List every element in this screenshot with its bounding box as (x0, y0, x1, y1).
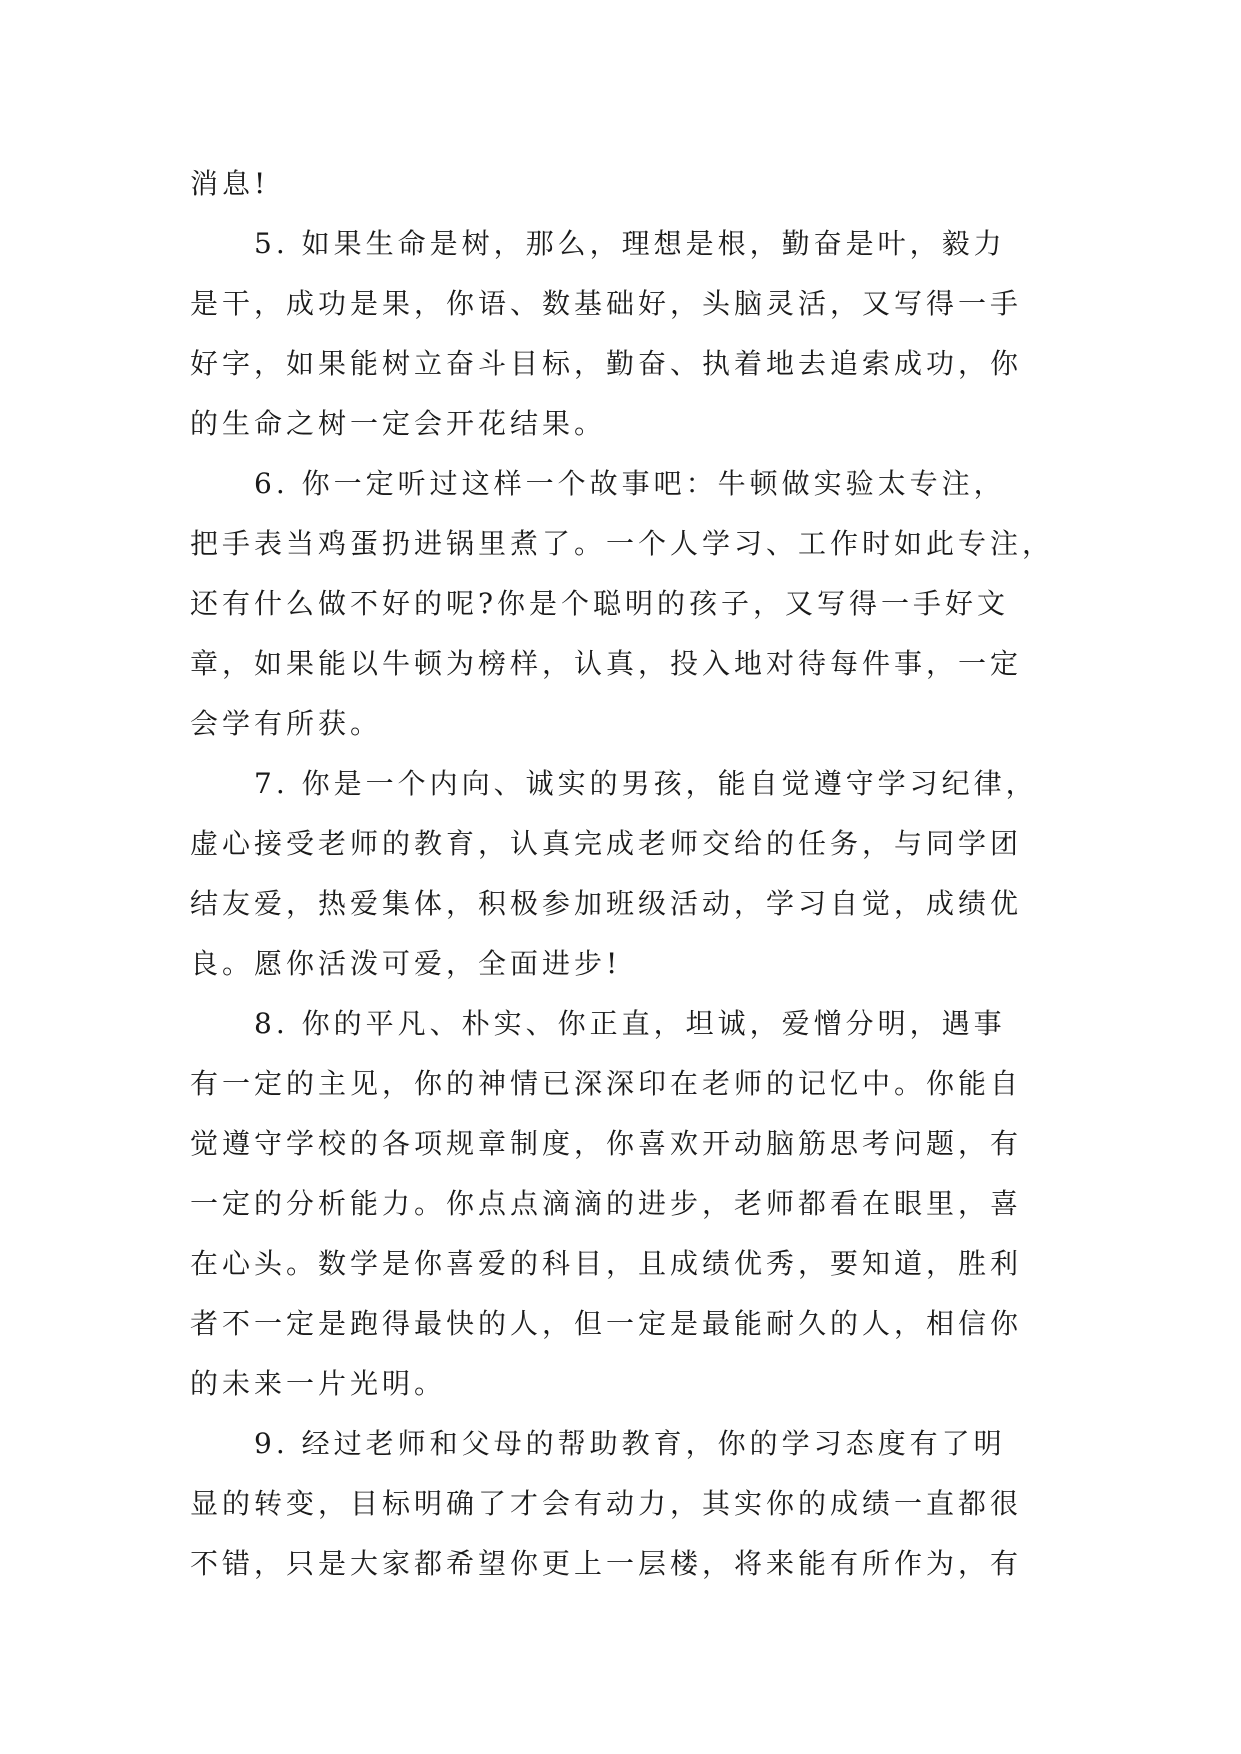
text-line: 不错，只是大家都希望你更上一层楼，将来能有所作为，有 (190, 1547, 1023, 1580)
text-line: 是干，成功是果，你语、数基础好，头脑灵活，又写得一手 (190, 287, 1023, 320)
text-line: 章，如果能以牛顿为榜样，认真，投入地对待每件事，一定 (190, 647, 1023, 680)
text-line: 在心头。数学是你喜爱的科目，且成绩优秀，要知道，胜利 (190, 1247, 1023, 1280)
text-line: 7. 你是一个内向、诚实的男孩，能自觉遵守学习纪律， (254, 767, 1038, 800)
text-line: 的未来一片光明。 (190, 1367, 447, 1400)
text-line: 有一定的主见，你的神情已深深印在老师的记忆中。你能自 (190, 1067, 1023, 1100)
text-line: 觉遵守学校的各项规章制度，你喜欢开动脑筋思考问题，有 (190, 1127, 1023, 1160)
text-line: 5. 如果生命是树，那么，理想是根，勤奋是叶，毅力 (254, 227, 1006, 260)
text-line: 结友爱，热爱集体，积极参加班级活动，学习自觉，成绩优 (190, 887, 1023, 920)
text-line: 把手表当鸡蛋扔进锅里煮了。一个人学习、工作时如此专注， (190, 527, 1055, 560)
text-line: 9. 经过老师和父母的帮助教育，你的学习态度有了明 (254, 1427, 1006, 1460)
text-line: 会学有所获。 (190, 707, 383, 740)
text-line: 的生命之树一定会开花结果。 (190, 407, 607, 440)
text-line: 一定的分析能力。你点点滴滴的进步，老师都看在眼里，喜 (190, 1187, 1023, 1220)
text-line: 8. 你的平凡、朴实、你正直，坦诚，爱憎分明，遇事 (254, 1007, 1006, 1040)
text-line: 良。愿你活泼可爱，全面进步! (190, 947, 622, 980)
text-line: 者不一定是跑得最快的人，但一定是最能耐久的人，相信你 (190, 1307, 1023, 1340)
text-line: 还有什么做不好的呢?你是个聪明的孩子，又写得一手好文 (190, 587, 1010, 620)
text-line: 虚心接受老师的教育，认真完成老师交给的任务，与同学团 (190, 827, 1023, 860)
text-line: 好字，如果能树立奋斗目标，勤奋、执着地去追索成功，你 (190, 347, 1023, 380)
document-body (190, 154, 1055, 1594)
text-line: 显的转变，目标明确了才会有动力，其实你的成绩一直都很 (190, 1487, 1023, 1520)
text-line: 6. 你一定听过这样一个故事吧：牛顿做实验太专注， (254, 467, 1006, 500)
text-line: 消息! (190, 167, 270, 200)
